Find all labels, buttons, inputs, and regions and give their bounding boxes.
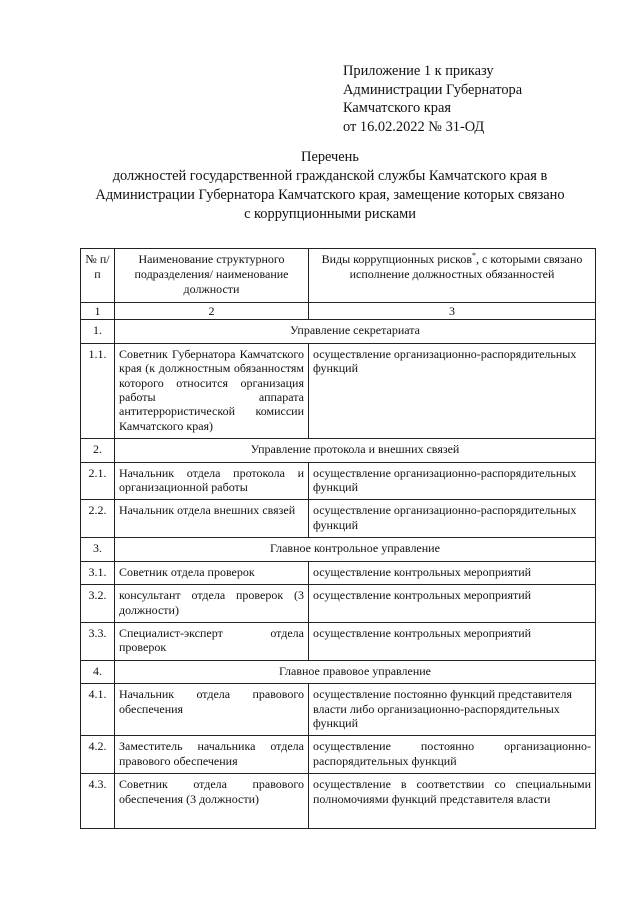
table-row <box>81 585 596 623</box>
section-row <box>81 439 596 462</box>
header-name: Наименование структурного подразделения/ наименование должности <box>115 249 309 303</box>
row-num: 1.1. <box>81 343 115 438</box>
section-title: Главное контрольное управление <box>115 538 596 561</box>
title-line: должностей государственной гражданской службы Камчатского края в <box>112 168 548 184</box>
risk-description: осуществление контрольных мероприятий <box>309 561 596 584</box>
colnum-3: 3 <box>309 303 596 320</box>
position-name: Специалист-эксперт отдела проверок <box>115 622 309 660</box>
position-name: консультант отдела проверок (3 должности) <box>115 585 309 623</box>
row-num: 3.1. <box>81 561 115 584</box>
position-name: Заместитель начальника отдела правового обеспечения <box>115 736 309 774</box>
risk-description: осуществление организационно-распорядительных функций <box>309 500 596 538</box>
positions-table <box>80 248 596 829</box>
appendix-line: Приложение 1 к приказу <box>343 63 494 79</box>
column-number-row <box>81 303 596 320</box>
table-row <box>81 462 596 500</box>
table-row <box>81 736 596 774</box>
table-row <box>81 343 596 438</box>
table-row <box>81 622 596 660</box>
risk-description: осуществление организационно-распорядительных функций <box>309 462 596 500</box>
section-row <box>81 538 596 561</box>
table-header-row <box>81 249 596 303</box>
risk-description: осуществление организационно-распорядительных функций <box>309 343 596 438</box>
title-line: с коррупционными рисками <box>244 206 416 222</box>
section-num: 1. <box>81 320 115 343</box>
risk-description: осуществление в соответствии со специальными полномочиями функций представителя власти <box>309 774 596 829</box>
table-row <box>81 500 596 538</box>
risk-description: осуществление постоянно организационно-распорядительных функций <box>309 736 596 774</box>
section-row <box>81 320 596 343</box>
section-title: Управление секретариата <box>115 320 596 343</box>
row-num: 4.2. <box>81 736 115 774</box>
section-num: 3. <box>81 538 115 561</box>
table-row <box>81 561 596 584</box>
position-name: Начальник отдела протокола и организационной работы <box>115 462 309 500</box>
colnum-1: 1 <box>81 303 115 320</box>
appendix-line: Администрации Губернатора <box>343 81 523 98</box>
document-title <box>60 148 600 224</box>
row-num: 3.3. <box>81 622 115 660</box>
row-num: 2.1. <box>81 462 115 500</box>
header-risks-tail: , с которыми связано исполнение должностных обязанностей <box>349 252 583 281</box>
table-row <box>81 774 596 829</box>
position-name: Начальник отдела правового обеспечения <box>115 684 309 736</box>
position-name: Советник отдела правового обеспечения (3 должности) <box>115 774 309 829</box>
header-risks-text: Виды коррупционных рисков <box>321 252 473 266</box>
section-num: 4. <box>81 660 115 683</box>
section-row <box>81 660 596 683</box>
position-name: Советник Губернатора Камчатского края (к должностным обязанностям которого относится организация работы аппарата антитеррористической комиссии Камчатского края) <box>115 343 309 438</box>
risk-description: осуществление контрольных мероприятий <box>309 585 596 623</box>
appendix-line: Камчатского края <box>343 100 451 116</box>
risk-description: осуществление контрольных мероприятий <box>309 622 596 660</box>
row-num: 2.2. <box>81 500 115 538</box>
position-name: Советник отдела проверок <box>115 561 309 584</box>
appendix-line: от 16.02.2022 № 31-ОД <box>343 118 485 135</box>
section-num: 2. <box>81 439 115 462</box>
row-num: 3.2. <box>81 585 115 623</box>
row-num: 4.3. <box>81 774 115 829</box>
colnum-2: 2 <box>115 303 309 320</box>
section-title: Главное правовое управление <box>115 660 596 683</box>
title-line: Администрации Губернатора Камчатского края, замещение которых связано <box>95 187 565 203</box>
risk-description: осуществление постоянно функций представителя власти либо организационно-распорядительных функций <box>309 684 596 736</box>
table-row <box>81 684 596 736</box>
appendix-block <box>343 62 522 136</box>
title-line: Перечень <box>301 149 359 165</box>
row-num: 4.1. <box>81 684 115 736</box>
position-name: Начальник отдела внешних связей <box>115 500 309 538</box>
section-title: Управление протокола и внешних связей <box>115 439 596 462</box>
header-num: № п/п <box>81 249 115 303</box>
footnote-mark: * <box>472 251 477 260</box>
header-risks <box>309 249 596 303</box>
